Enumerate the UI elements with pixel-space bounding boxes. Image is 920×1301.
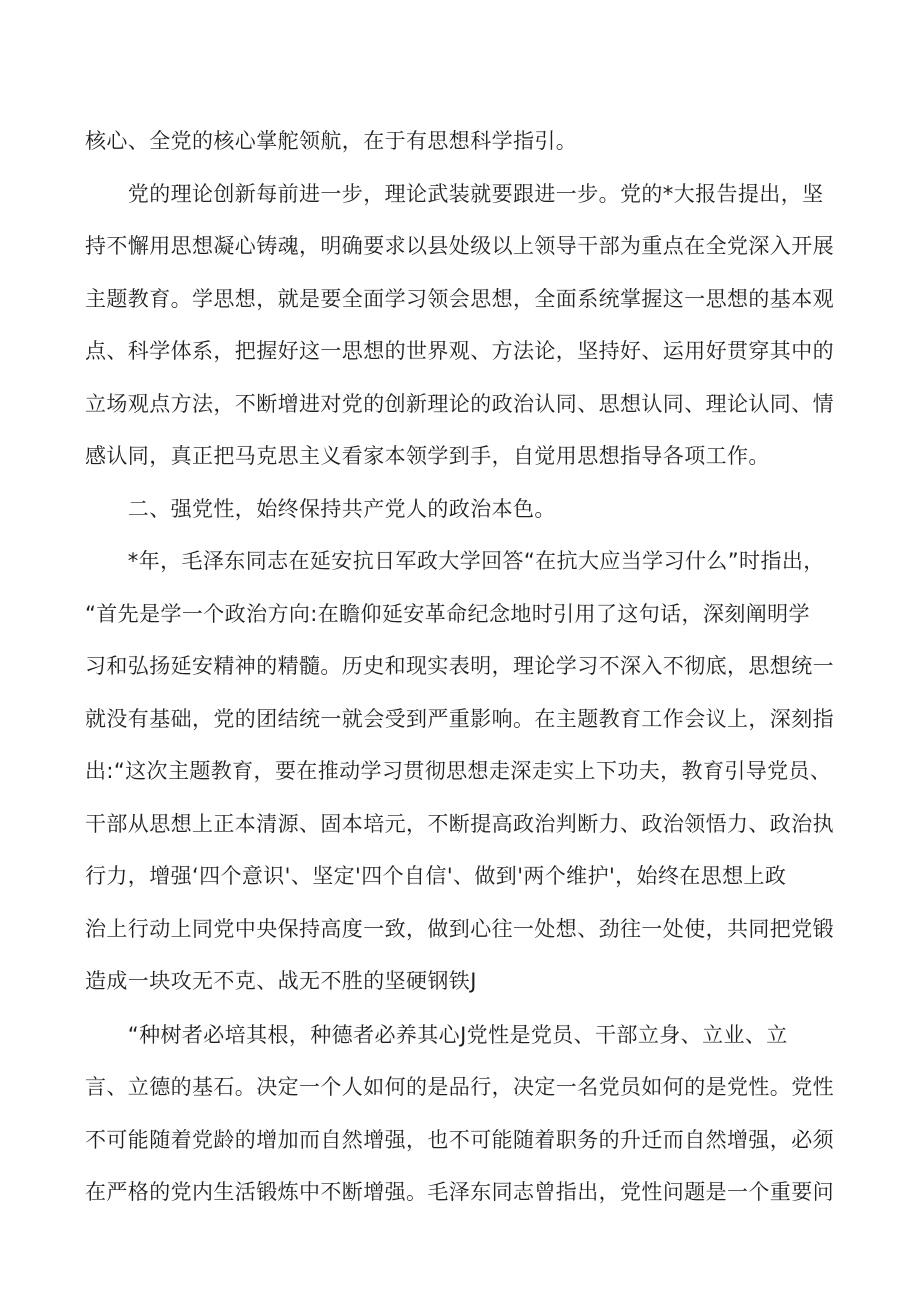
text-line: 言、立德的基石。决定一个人如何的是品行，决定一名党员如何的是党性。党性 bbox=[85, 1075, 834, 1099]
text-line: “首先是学一个政治方向:在瞻仰延安革命纪念地时引用了这句话，深刻阐明学 bbox=[85, 602, 810, 626]
text-line: 党的理论创新每前进一步，理论武装就要跟进一步。党的*大报告提出，坚 bbox=[85, 182, 824, 206]
text-line: 在严格的党内生活锻炼中不断增强。毛泽东同志曾指出，党性问题是一个重要问 bbox=[85, 1180, 834, 1204]
text-line: 主题教育。学思想，就是要全面学习领会思想，全面系统掌握这一思想的基本观 bbox=[85, 287, 834, 311]
section-heading: 二、强党性，始终保持共产党人的政治本色。 bbox=[85, 497, 556, 521]
text-line: 干部从思想上正本清源、固本培元，不断提高政治判断力、政治领悟力、政治执 bbox=[85, 812, 834, 836]
text-line: 感认同，真正把马克思主义看家本领学到手，自觉用思想指导各项工作。 bbox=[85, 444, 770, 468]
text-line: 造成一块攻无不克、战无不胜的坚硬钢铁J bbox=[85, 969, 477, 993]
text-line: 点、科学体系，把握好这一思想的世界观、方法论，坚持好、运用好贯穿其中的 bbox=[85, 339, 834, 363]
text-line: 出:“这次主题教育，要在推动学习贯彻思想走深走实上下功夫，教育引导党员、 bbox=[85, 759, 832, 783]
text-line: 核心、全党的核心掌舵领航，在于有思想科学指引。 bbox=[85, 129, 578, 153]
text-line: *年，毛泽东同志在延安抗日军政大学回答“在抗大应当学习什么”时指出， bbox=[85, 549, 825, 573]
text-line: 行力，增强‘四个意识'、坚定'四个自信'、做到'两个维护'，始终在思想上政 bbox=[85, 864, 787, 888]
text-line: 持不懈用思想凝心铸魂，明确要求以县处级以上领导干部为重点在全党深入开展 bbox=[85, 234, 834, 258]
text-line: 治上行动上同党中央保持高度一致，做到心往一处想、劲往一处使，共同把党锻 bbox=[85, 917, 834, 941]
text-line: 就没有基础，党的团结统一就会受到严重影响。在主题教育工作会议上，深刻指 bbox=[85, 707, 834, 731]
text-line: 习和弘扬延安精神的精髓。历史和现实表明，理论学习不深入不彻底，思想统一 bbox=[85, 654, 834, 678]
text-line: “种树者必培其根，种德者必养其心J党性是党员、干部立身、立业、立 bbox=[85, 1023, 788, 1047]
text-line: 不可能随着党龄的增加而自然增强，也不可能随着职务的升迁而自然增强，必须 bbox=[85, 1128, 834, 1152]
text-line: 立场观点方法，不断增进对党的创新理论的政治认同、思想认同、理论认同、情 bbox=[85, 392, 834, 416]
